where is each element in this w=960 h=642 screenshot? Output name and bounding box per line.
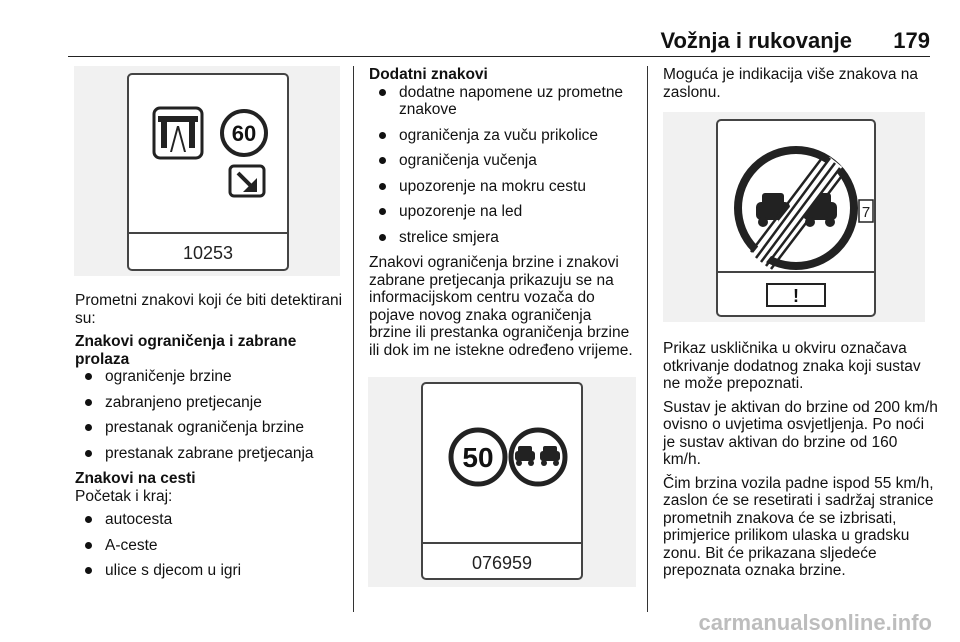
intro-text: Prometni znakovi koji će biti detektirani su: — [75, 292, 343, 327]
page-number: 179 — [893, 28, 930, 53]
column-3-text-bottom — [663, 340, 938, 586]
arrow-down-right-icon — [230, 166, 264, 196]
list-item: prestanak ograničenja brzine — [75, 419, 347, 437]
list-item: A-ceste — [75, 537, 347, 555]
figure-number: 076959 — [471, 553, 533, 573]
section-heading-road-signs: Znakovi na cesti — [75, 470, 196, 487]
display-illustration — [368, 377, 636, 587]
list-item: strelice smjera — [369, 229, 637, 247]
motorway-sign-icon — [154, 108, 202, 158]
list-item: ograničenja za vuču prikolice — [369, 127, 637, 145]
restriction-signs-list — [75, 368, 347, 462]
list-item: ograničenja vučenja — [369, 152, 637, 170]
list-item: zabranjeno pretjecanje — [75, 394, 347, 412]
unrecognized-sign-mark: ! — [793, 286, 799, 306]
chapter-title: Vožnja i rukovanje — [660, 28, 852, 53]
display-illustration — [74, 66, 340, 276]
list-item: prestanak zabrane pretjecanja — [75, 445, 347, 463]
column-3-text-top — [663, 66, 938, 107]
page-header — [68, 22, 930, 57]
road-signs-list — [75, 511, 347, 580]
column-divider-2 — [647, 66, 648, 612]
no-overtaking-sign-icon — [511, 430, 565, 484]
display-illustration — [663, 112, 925, 322]
column-2-text — [369, 66, 637, 365]
additional-signs-list — [369, 84, 637, 247]
active-speed-text: Sustav je aktivan do brzine od 200 km/h ovisno o uvjetima osvjetljenja. Po noći je sustav aktivan do brzine od 160 km/h. — [663, 398, 938, 468]
multiple-signs-text: Moguća je indikacija više znakova na zaslonu. — [663, 66, 919, 101]
section-heading-restriction: Znakovi ograničenja i zabrane prolaza — [75, 333, 297, 368]
additional-sign-value: 7 — [861, 204, 871, 221]
exclamation-icon — [767, 284, 825, 306]
figure-speed-no-overtaking — [368, 377, 636, 587]
list-item: ulice s djecom u igri — [75, 562, 347, 580]
figure-end-no-overtaking — [663, 112, 925, 322]
list-item: autocesta — [75, 511, 347, 529]
exclamation-explanation: Prikaz uskličnika u okviru označava otkrivanje dodatnog znaka koji sustav ne može prepoznati. — [663, 340, 921, 392]
figure-number: 10253 — [182, 243, 234, 263]
figure-speed-limit-display — [74, 66, 340, 276]
display-paragraph: Znakovi ograničenja brzine i znakovi zabrane pretjecanja prikazuju se na informacijskom centru vozača do pojave novog znaka ograničenja brzine ili prestanka ograničenja brzine ili dok im ne istekne određeno vrijeme. — [369, 254, 633, 359]
speed-limit-value: 50 — [462, 442, 494, 473]
list-item: ograničenje brzine — [75, 368, 347, 386]
speed-limit-value: 60 — [231, 121, 257, 146]
column-divider-1 — [353, 66, 354, 612]
watermark: carmanualsonline.info — [698, 610, 932, 635]
additional-sign-icon — [859, 200, 873, 222]
start-end-text: Početak i kraj: — [75, 487, 173, 505]
list-item: dodatne napomene uz prometne znakove — [369, 84, 637, 119]
reset-text: Čim brzina vozila padne ispod 55 km/h, zaslon će se resetirati i sadržaj stranice prometnih znakova će se izbrisati, primjerice prilikom ulaska u gradsku zonu. Bit će prikazana sljedeće prepoznata oznaka brzine. — [663, 474, 934, 579]
section-heading-additional: Dodatni znakovi — [369, 66, 488, 83]
list-item: upozorenje na mokru cestu — [369, 178, 637, 196]
end-of-no-overtaking-sign-icon — [738, 150, 854, 269]
list-item: upozorenje na led — [369, 203, 637, 221]
column-1-text — [75, 292, 347, 588]
